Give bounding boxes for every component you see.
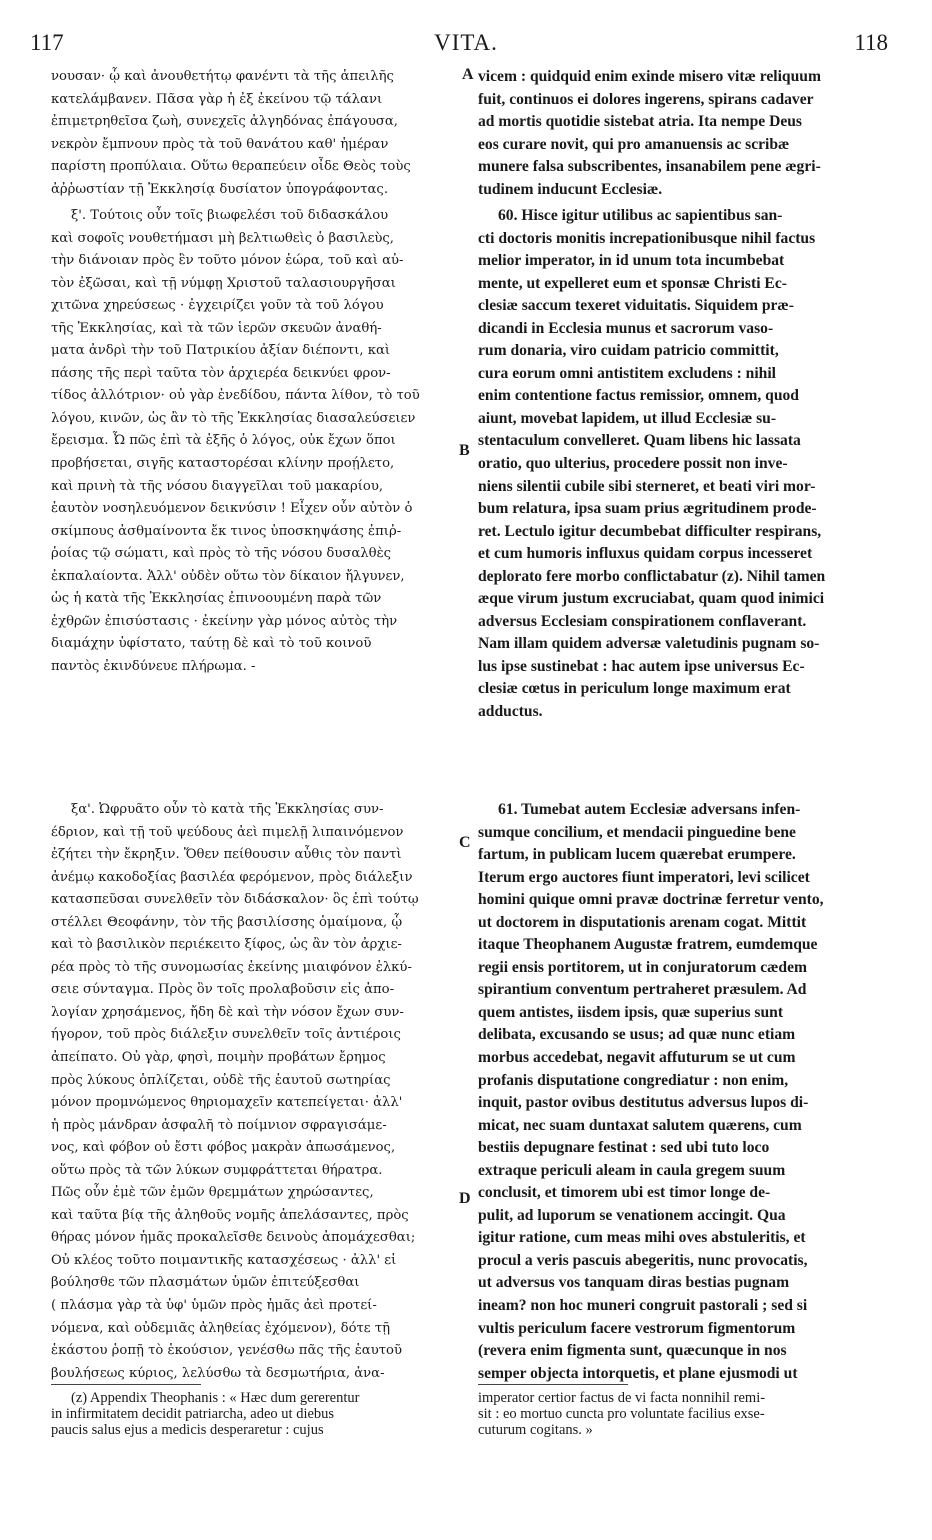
greek-text-line: καὶ ταῦτα βίᾳ τῆς ἀληθοῦς νομῆς ἀπελάσαντες, πρὸς — [51, 1207, 409, 1223]
latin-text-line: igitur ratione, cum meas mihi oves abstuleritis, et — [478, 1229, 806, 1247]
latin-text-line: itaque Theophanem Augustæ fratrem, eumdemque — [478, 936, 818, 954]
latin-text-line: Iterum ergo auctores fiunt imperatori, levi scilicet — [478, 868, 810, 886]
greek-paragraph-61 — [51, 799, 456, 1385]
latin-text-line: lus ipse sustinebat : hac autem ipse universus Ec- — [478, 657, 805, 675]
greek-text-line: ῥοίας τῷ σώματι, καὶ πρὸς τὸ τῆς νόσου δυσαλθὲς — [51, 546, 392, 562]
greek-text-line: λογίαν χρησάμενος, ἤδη δὲ καὶ τὴν νόσον ἔχων συν- — [51, 1004, 404, 1020]
greek-text-line: λόγου, κινῶν, ὡς ἂν τὸ τῆς Ἐκκλησίας διασαλεύσειεν — [51, 410, 416, 426]
greek-text-line: θήρας μόνον ἡμᾶς προκαλεῖσθε δεινοὺς ἀπομάχεσθαι; — [51, 1230, 416, 1246]
margin-marker-c: C — [459, 834, 471, 851]
latin-text-line: dicandi in Ecclesia munus et sacrorum vaso- — [478, 319, 774, 337]
greek-text-line: ἔρεισμα. Ὦ πῶς ἐπὶ τὰ ἑξῆς ὁ λόγος, οὐκ ἔχων ὅποι — [51, 433, 396, 449]
latin-text-line: 60. Hisce igitur utilibus ac sapientibus san- — [498, 207, 783, 224]
latin-text-line: et cum humoris influxus quidam corpus incesseret — [478, 545, 813, 563]
latin-text-line: melior imperator, in id unum tota incumbebat — [478, 252, 785, 270]
greek-text-line: τὴν διάνοιαν πρὸς ἓν τοῦτο μόνον ἑώρα, τοῦ καὶ αὐ- — [51, 253, 404, 269]
greek-text-line: ἡ πρὸς μάνδραν ἀσφαλῆ τὸ ποίμνιον σφραγισάμε- — [51, 1117, 387, 1133]
latin-paragraph-60 — [478, 205, 902, 724]
greek-text-line: ἐζήτει τὴν ἔκρηξιν. Ὅθεν πείθουσιν αὖθις τὸν παντὶ — [51, 847, 402, 863]
latin-text-line: homini quique omni pravæ doctrinæ ferretur vento, — [478, 891, 824, 909]
greek-text-line: ξα'. Ὠφρυᾶτο οὖν τὸ κατὰ τῆς Ἐκκλησίας συν- — [71, 802, 384, 817]
latin-text-line: regii ensis portitorem, ut in conjuratorum cædem — [478, 958, 808, 976]
latin-text-line: bum relatura, ipsa suam prius ægritudinem prode- — [478, 500, 817, 518]
latin-text-line: adversus Ecclesiam conspirationem conflaverant. — [478, 612, 807, 630]
latin-text-line: ret. Lectulo igitur decumbebat difficulter respirans, — [478, 522, 822, 540]
greek-text-line: τῆς Ἐκκλησίας, καὶ τὰ τῶν ἱερῶν σκευῶν ἀναθή- — [51, 320, 382, 336]
latin-text-line: procul a veris pascuis abegeritis, nunc provocatis, — [478, 1251, 808, 1269]
latin-text-line: oratio, quo ulterius, procedere possit non inve- — [478, 455, 788, 473]
latin-text-line: æque virum justum excruciabat, quam quod inimici — [478, 590, 825, 608]
latin-text-line: extraque periculi aleam in caula gregem suum — [478, 1161, 786, 1179]
latin-text-line: quem antistes, iisdem ipsis, quæ superius sunt — [478, 1003, 784, 1021]
latin-text-line: enim contentione factus remissior, omnem, quod — [478, 387, 799, 405]
greek-text-line: παρίστη προπύλαια. Οὕτω θεραπεύειν οἶδε Θεὸς τοὺς — [51, 159, 411, 175]
latin-text-line: munere falsa subscribentes, insanabilem pene ægri- — [478, 158, 821, 176]
greek-text-line: στέλλει Θεοφάνην, τὸν τῆς βασιλίσσης ὁμαίμονα, ᾧ — [51, 914, 403, 930]
greek-text-line: τὸν ἐξῶσαι, καὶ τῇ νύμφῃ Χριστοῦ ταλασιουργῆσαι — [51, 275, 396, 291]
footnote-line: (z) Appendix Theophanis : « Hæc dum gererentur — [71, 1390, 360, 1406]
greek-text-line: κατασπεῦσαι συνελθεῖν τὸν διδάσκαλον· ὃς ἐπὶ τούτῳ — [51, 892, 419, 908]
latin-paragraph-59-end — [478, 66, 902, 201]
latin-text-line: inquit, pastor ovibus destitutus adversus lupos di- — [478, 1094, 809, 1112]
latin-text-line: pulit, ad luporum se venationem accingit. Qua — [478, 1206, 786, 1224]
latin-text-line: ad mortis quotidie sistebat atria. Ita nempe Deus — [478, 113, 802, 131]
greek-text-line: βουλήσεως κύριος, λελύσθω τὰ δεσμωτήρια, ἀνα- — [51, 1365, 385, 1381]
latin-text-line: cti doctoris monitis increpationibusque nihil factus — [478, 229, 816, 247]
margin-marker-d: D — [459, 1190, 471, 1207]
greek-text-line: ἑαυτὸν νοσηλευόμενον δεικνύσιν ! Εἶχεν οὖν αὐτὸν ὁ — [51, 501, 413, 517]
greek-text-line: νουσαν· ᾧ καὶ ἀνουθετήτῳ φανέντι τὰ τῆς ἀπειλῆς — [51, 69, 394, 84]
greek-text-line: ἐκπαλαίοντα. Ἀλλ' οὐδὲν οὕτω τὸν δίκαιον ἤλγυνεν, — [51, 568, 405, 584]
latin-text-line: conclusit, et timorem ubi est timor longe de- — [478, 1184, 771, 1202]
latin-text-line: vicem : quidquid enim exinde misero vitæ reliquum — [478, 68, 821, 85]
latin-text-line: (revera enim figmenta sunt, quæcunque in nos — [478, 1342, 787, 1360]
greek-text-line: νος, καὶ φόβον οὐ ἔστι φόβος μακρὰν ἀπωσάμενος, — [51, 1140, 396, 1156]
latin-text-line: mente, ut expelleret eum et sponsæ Christi Ec- — [478, 274, 787, 292]
greek-text-line: καὶ τὸ βασιλικὸν περιέκειτο ξίφος, ὡς ἂν τὸν ἀρχιε- — [51, 937, 402, 953]
greek-text-line: ἐχθρῶν ἐπισύστασις · ἐκείνην γὰρ μόνος αὐτὸς τὴν — [51, 613, 398, 629]
greek-text-line: ήγορον, τοῦ πρὸς διάλεξιν συνελθεῖν τοῖς ἀντιέροις — [51, 1027, 401, 1043]
greek-text-line: διαμάχην ὑφίστατο, ταύτῃ δὲ καὶ τὸ τοῦ κοινοῦ — [51, 636, 372, 652]
greek-text-line: τίδος ἀλλότριον· οὐ γὰρ ἐνεδίδου, πάντα λίθον, τὸ τοῦ — [51, 388, 420, 404]
greek-text-line: Πῶς οὖν ἐμὲ τῶν ἐμῶν θρεμμάτων χηρώσαντες, — [51, 1185, 374, 1201]
greek-text-line: καὶ σοφοῖς νουθετήμασι μὴ βελτιωθεὶς ὁ βασιλεὺς, — [51, 230, 394, 246]
greek-text-line: Οὐ κλέος τοῦτο ποιμαντικῆς κατασχέσεως · ἀλλ' εἰ — [51, 1252, 397, 1268]
footnote-left — [51, 1390, 456, 1438]
greek-text-line: ξ'. Τούτοις οὖν τοῖς βιωφελέσι τοῦ διδασκάλου — [71, 208, 389, 223]
greek-text-line: βούλησθε τῶν πλασμάτων ὑμῶν ἐπιτεύξεσθαι — [51, 1275, 360, 1291]
latin-text-line: sumque concilium, et mendacii pinguedine bene — [478, 823, 796, 841]
latin-text-line: vultis periculum facere vestrorum figmentorum — [478, 1319, 796, 1337]
greek-text-line: νόμενα, καὶ οὐδεμιᾶς ἀληθείας ἐχόμενον), δότε τῇ — [51, 1320, 391, 1336]
latin-text-line: clesiæ cœtus in periculum longe maximum erat — [478, 680, 791, 698]
latin-text-line: micat, nec suam duntaxat salutem quærens, cum — [478, 1116, 802, 1134]
page-header — [0, 30, 932, 60]
greek-text-line: παντὸς ἐκινδύνευε πλήρωμα. - — [51, 658, 256, 674]
latin-text-line: eos curare novit, qui pro amanuensis ac scribæ — [478, 135, 790, 153]
greek-text-line: ( πλάσμα γὰρ τὰ ὑφ' ὑμῶν πρὸς ἡμᾶς ἀεὶ προτεί- — [51, 1298, 377, 1314]
greek-text-line: σειε σύνταγμα. Πρὸς ὃν τοῖς προλαβοῦσιν εἰς ἀπο- — [51, 982, 395, 998]
latin-text-line: spirantium conventum pertraheret præsulem. Ad — [478, 981, 807, 999]
greek-text-line: προβήσεται, σιγῆς καταστορέσαι κλίνην προῄλετο, — [51, 456, 395, 472]
latin-text-line: niens silentii cubile sibi sterneret, et beati viri mor- — [478, 477, 816, 495]
latin-text-line: stentaculum convelleret. Quam libens hic lassata — [478, 432, 801, 450]
latin-text-line: ineam? non hoc muneri congruit pastorali ; sed si — [478, 1297, 808, 1315]
latin-text-line: bestiis depugnare festinat : sed ubi tuto loco — [478, 1139, 770, 1157]
greek-text-line: ρέα πρὸς τὸ τῆς συνομωσίας ἐκείνης μιαιφόνον ἑλκύ- — [51, 959, 412, 975]
latin-text-line: Nam illam quidem adversæ valetudinis pugnam so- — [478, 635, 820, 653]
footnote-line: paucis salus ejus a medicis desperaretur : cujus — [51, 1422, 324, 1438]
latin-text-line: tudinem inducunt Ecclesiæ. — [478, 180, 663, 198]
greek-paragraph-60 — [51, 205, 456, 678]
greek-text-line: ἀπείπατο. Οὐ γὰρ, φησὶ, ποιμὴν προβάτων ἔρημος — [51, 1050, 386, 1066]
latin-text-line: morbus accedebat, negavit affuturum se ut cum — [478, 1049, 796, 1067]
greek-text-line: σκίμπους ἀσθμαίνοντα ἔκ τινος ὑποσκηψάσης ἐπιῤ- — [51, 523, 402, 539]
latin-text-line: semper objecta intorquetis, et plane ejusmodi ut — [478, 1364, 798, 1382]
greek-text-line: κατελάμβανεν. Πᾶσα γὰρ ἡ ἐξ ἐκείνου τῷ τάλανι — [51, 91, 383, 107]
greek-text-line: ἀνέμῳ κακοδοξίας βασιλέα φερόμενον, πρὸς διάλεξιν — [51, 869, 413, 885]
greek-text-line: έδριον, καὶ τῇ τοῦ ψεύδους ἀεὶ πιμελῇ λιπαινόμενον — [51, 824, 404, 840]
greek-text-line: πάσης τῆς περὶ ταῦτα τὸν ἀρχιερέα δεικνύει φρον- — [51, 365, 391, 381]
latin-text-line: fartum, in publicam lucem quærebat erumpere. — [478, 846, 796, 864]
greek-text-line: οὕτω πρὸς τὰ τῶν λύκων συμφράττεται θήρατρα. — [51, 1162, 383, 1178]
footnote-rule-left — [51, 1384, 201, 1385]
footnote-right — [478, 1390, 902, 1438]
latin-text-line: aiunt, movebat lapidem, ut illud Ecclesiæ su- — [478, 409, 777, 427]
running-title: VITA. — [434, 30, 498, 55]
footnote-rule-right — [478, 1384, 628, 1385]
page-number-left: 117 — [30, 30, 64, 55]
margin-marker-b: B — [459, 442, 470, 459]
latin-paragraph-61 — [478, 799, 902, 1385]
footnote-line: cuturum cogitans. » — [478, 1422, 593, 1438]
page-number-right: 118 — [854, 30, 888, 55]
margin-marker-a: A — [462, 66, 474, 83]
greek-text-line: ἐπιμετρηθεῖσα ζωὴ, συνεχεῖς ἀλγηδόνας ἐπάγουσα, — [51, 114, 398, 130]
greek-text-line: μόνον προμνώμενος θηριομαχεῖν κατεπείγεται· ἀλλ' — [51, 1095, 403, 1111]
latin-text-line: ut adversus vos tanquam diras bestias pugnam — [478, 1274, 790, 1292]
footnote-line: in infirmitatem decidit patriarcha, adeo ut diebus — [51, 1406, 335, 1422]
greek-text-line: ἑκάστου ῥοπῇ τὸ ἑκούσιον, γενέσθω πᾶς τῆς ἑαυτοῦ — [51, 1343, 402, 1359]
greek-text-line: χιτῶνα χηρεύσεως · ἐγχειρίζει γοῦν τὰ τοῦ λόγου — [51, 298, 384, 314]
greek-paragraph-59-end — [51, 66, 456, 201]
latin-text-line: adductus. — [478, 703, 543, 721]
latin-text-line: delibata, excusando se usus; ad quæ nunc etiam — [478, 1026, 796, 1044]
footnote-line: sit : eo mortuo cuncta pro voluntate facilius exse- — [478, 1406, 765, 1422]
greek-text-line: ὡς ἡ κατὰ τῆς Ἐκκλησίας ἐπινοουμένη παρὰ τῶν — [51, 591, 382, 607]
greek-text-line: νεκρὸν ἔμπνουν πρὸς τὰ τοῦ θανάτου καθ' ἡμέραν — [51, 136, 389, 152]
footnote-line: imperator certior factus de vi facta nonnihil remi- — [478, 1390, 766, 1406]
latin-text-line: cura eorum omni antistitem excludens : nihil — [478, 364, 777, 382]
latin-text-line: rum donaria, viro cuidam patricio committit, — [478, 342, 779, 360]
latin-text-line: 61. Tumebat autem Ecclesiæ adversans infen- — [498, 801, 801, 818]
latin-text-line: deplorato fere morbo conflictabatur (z). Nihil tamen — [478, 567, 826, 585]
greek-text-line: ἀῤῥωστίαν τῇ Ἐκκλησίᾳ δυσίατον ὑπογράφοντας. — [51, 181, 389, 197]
latin-text-line: ut doctorem in disputationis arenam cogat. Mittit — [478, 913, 807, 931]
greek-text-line: πρὸς λύκους ὁπλίζεται, οὐδὲ τῆς ἑαυτοῦ σωτηρίας — [51, 1072, 391, 1088]
latin-text-line: clesiæ saccum texeret viduitatis. Siquidem præ- — [478, 297, 794, 315]
greek-text-line: καὶ πρινὴ τὰ τῆς νόσου διαγγεῖλαι τοῦ μακαρίου, — [51, 478, 384, 494]
latin-text-line: profanis disputatione congrediatur : non enim, — [478, 1071, 789, 1089]
greek-text-line: ματα ἀνδρὶ τὴν τοῦ Πατρικίου ἀξίαν διέποντι, καὶ — [51, 343, 391, 359]
latin-text-line: fuit, continuos ei dolores ingerens, spirans cadaver — [478, 90, 814, 108]
